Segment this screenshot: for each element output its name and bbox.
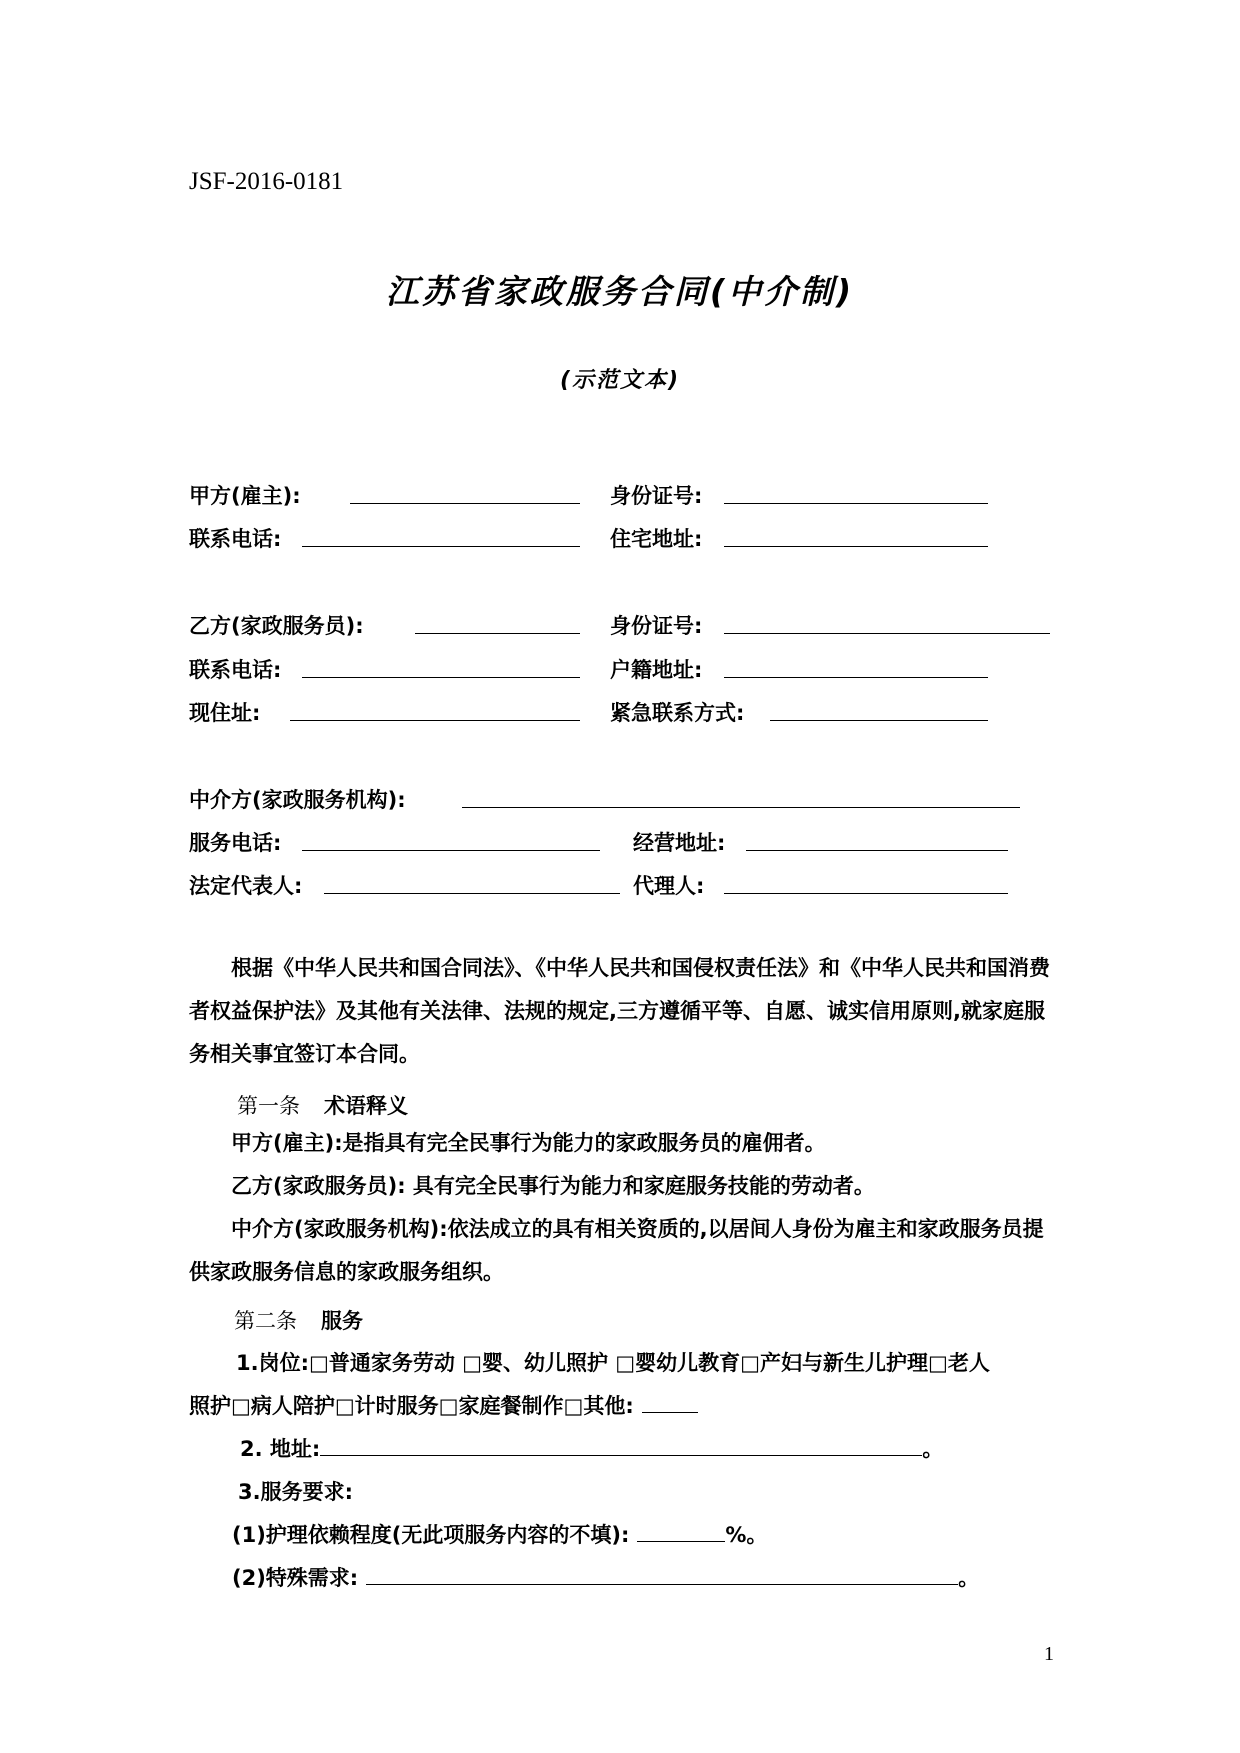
- party-b-label: 乙方(家政服务员):: [189, 614, 364, 638]
- party-a-label: 甲方(雇主):: [189, 484, 301, 508]
- agency-phone-label: 服务电话:: [189, 831, 282, 855]
- party-b-phone-label: 联系电话:: [189, 658, 282, 682]
- special-needs-row: [232, 1562, 979, 1592]
- party-a-id-label: 身份证号:: [610, 484, 703, 508]
- party-b-current-address-label: 现住址:: [189, 701, 261, 725]
- page-number: 1: [1044, 1643, 1054, 1665]
- position-options-1[interactable]: □普通家务劳动 □婴、幼儿照护 □婴幼儿教育□产妇与新生儿护理□老人: [309, 1351, 990, 1375]
- care-level-field[interactable]: [637, 1523, 725, 1542]
- care-level-label: (1)护理依赖程度(无此项服务内容的不填):: [232, 1523, 630, 1547]
- party-b-household-field[interactable]: [724, 677, 988, 678]
- article-1-def-agency: 中介方(家政服务机构):依法成立的具有相关资质的,以居间人身份为雇主和家政服务员提供家政服务信息的家政服务组织。: [189, 1217, 1044, 1284]
- document-subtitle: (示范文本): [559, 368, 681, 393]
- article-1-name: 术语释义: [324, 1094, 408, 1118]
- party-a-phone-field[interactable]: [302, 546, 580, 547]
- party-a-address-label: 住宅地址:: [610, 527, 703, 551]
- agency-legal-rep-field[interactable]: [324, 893, 620, 894]
- special-needs-period: 。: [958, 1566, 980, 1590]
- position-other-field[interactable]: [642, 1394, 698, 1413]
- party-b-emergency-field[interactable]: [770, 720, 988, 721]
- special-needs-label: (2)特殊需求:: [232, 1566, 359, 1590]
- party-a-id-field[interactable]: [724, 503, 988, 504]
- agency-phone-field[interactable]: [302, 850, 600, 851]
- agency-business-address-field[interactable]: [746, 850, 1008, 851]
- article-2-heading: [234, 1305, 363, 1335]
- special-needs-field[interactable]: [366, 1566, 958, 1585]
- document-title: 江苏省家政服务合同(中介制): [385, 272, 855, 311]
- preamble-paragraph: 根据《中华人民共和国合同法》、《中华人民共和国侵权责任法》和《中华人民共和国消费者权益保护法》及其他有关法律、法规的规定,三方遵循平等、自愿、诚实信用原则,就家庭服务相关事宜签订本合同。: [189, 956, 1050, 1066]
- party-b-id-label: 身份证号:: [610, 614, 703, 638]
- party-b-name-field[interactable]: [415, 633, 580, 634]
- party-a-phone-label: 联系电话:: [189, 527, 282, 551]
- agency-business-address-label: 经营地址:: [633, 831, 726, 855]
- agency-agent-field[interactable]: [724, 893, 1008, 894]
- article-2-number: 第二条: [234, 1309, 297, 1333]
- position-options-2[interactable]: 照护□病人陪护□计时服务□家庭餐制作□其他:: [189, 1394, 634, 1418]
- article-2-name: 服务: [321, 1309, 363, 1333]
- document-number: JSF-2016-0181: [189, 168, 344, 195]
- agency-label: 中介方(家政服务机构):: [189, 788, 406, 812]
- service-address-period: 。: [922, 1437, 944, 1461]
- party-b-current-address-field[interactable]: [290, 720, 580, 721]
- agency-agent-label: 代理人:: [633, 874, 705, 898]
- article-1-def-party-b: 乙方(家政服务员): 具有完全民事行为能力和家庭服务技能的劳动者。: [231, 1174, 875, 1198]
- position-options-line-2: [189, 1390, 698, 1420]
- service-requirements-label: 3.服务要求:: [238, 1480, 353, 1504]
- care-level-row: [232, 1519, 767, 1549]
- party-b-phone-field[interactable]: [302, 677, 580, 678]
- article-1-heading: [237, 1090, 408, 1120]
- party-a-name-field[interactable]: [350, 503, 580, 504]
- position-options-line-1: [236, 1347, 990, 1377]
- article-1-number: 第一条: [237, 1094, 300, 1118]
- party-b-emergency-label: 紧急联系方式:: [610, 701, 745, 725]
- care-level-percent: %。: [725, 1523, 768, 1547]
- service-address-field[interactable]: [320, 1437, 922, 1456]
- party-b-id-field[interactable]: [724, 633, 1050, 634]
- position-prefix: 1.岗位:: [236, 1351, 309, 1375]
- party-a-address-field[interactable]: [724, 546, 988, 547]
- party-b-household-label: 户籍地址:: [610, 658, 703, 682]
- service-address-row: [240, 1433, 943, 1463]
- agency-name-field[interactable]: [462, 807, 1020, 808]
- service-address-label: 2. 地址:: [240, 1437, 321, 1461]
- agency-legal-rep-label: 法定代表人:: [189, 874, 303, 898]
- article-1-def-party-a: 甲方(雇主):是指具有完全民事行为能力的家政服务员的雇佣者。: [231, 1131, 826, 1155]
